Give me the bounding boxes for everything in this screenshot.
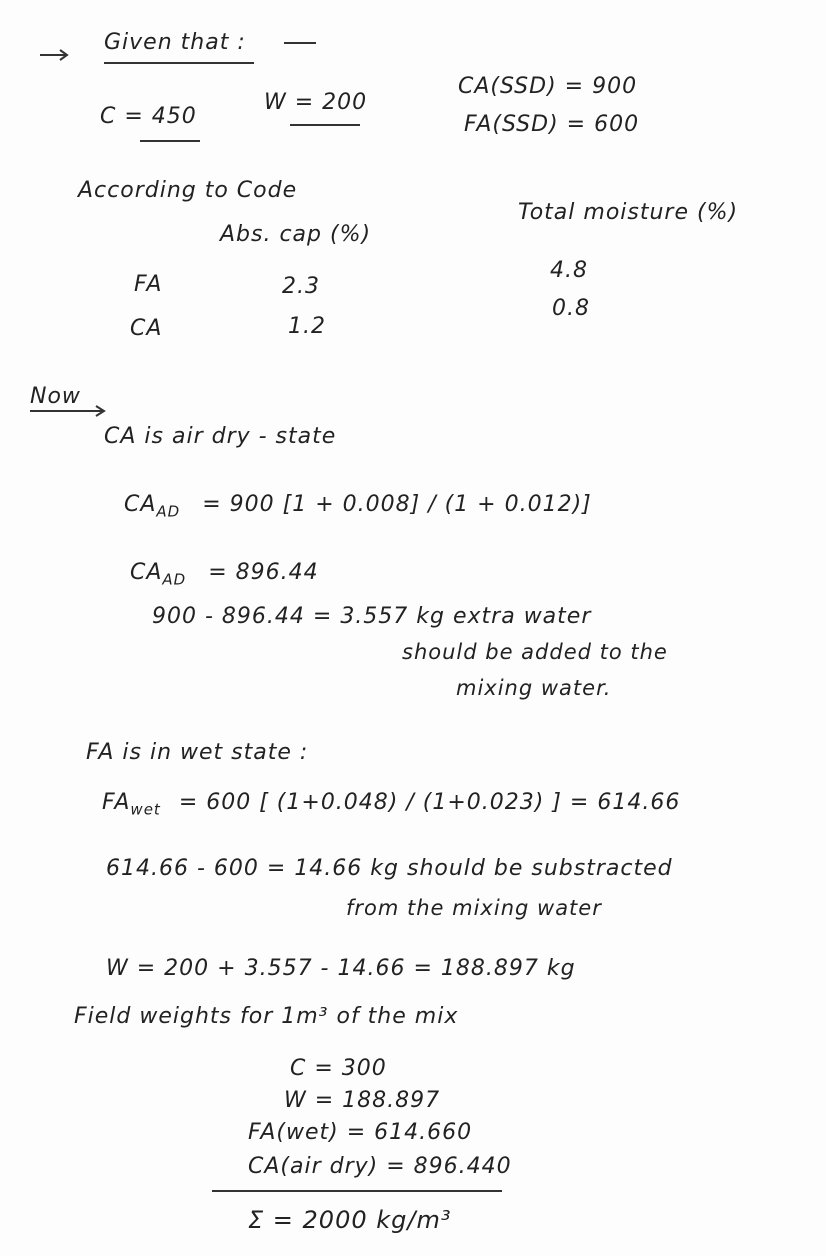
fa-diff-note: from the mixing water [346, 896, 602, 920]
field-heading: Field weights for 1m³ of the mix [74, 1004, 459, 1029]
fa-formula-lhs: FA [102, 790, 131, 815]
given-fa-ssd: FA(SSD) = 600 [464, 112, 640, 137]
row-label-fa: FA [134, 272, 163, 297]
given-ca-ssd: CA(SSD) = 900 [458, 74, 638, 99]
row-abs-fa: 2.3 [282, 274, 320, 299]
water-equation: W = 200 + 3.557 - 14.66 = 188.897 kg [106, 956, 576, 981]
given-heading: Given that : [104, 30, 246, 55]
right-arrow-icon [40, 48, 70, 62]
code-heading: According to Code [78, 178, 298, 203]
field-w: W = 188.897 [284, 1088, 441, 1113]
right-arrow-icon [30, 404, 110, 418]
row-moist-ca: 0.8 [552, 296, 590, 321]
row-moist-fa: 4.8 [550, 258, 588, 283]
col-abs-cap: Abs. cap (%) [220, 222, 372, 247]
ca-diff-note-2: mixing water. [456, 676, 612, 700]
underline [104, 62, 254, 64]
ca-result-lhs: CA [130, 560, 163, 585]
ca-state: CA is air dry - state [104, 424, 337, 449]
right-arrow-icon [284, 38, 320, 52]
fa-diff: 614.66 - 600 = 14.66 kg should be substracted [106, 856, 673, 881]
row-label-ca: CA [130, 316, 163, 341]
underline [140, 140, 200, 142]
ca-diff-note-1: should be added to the [402, 640, 668, 664]
field-fa: FA(wet) = 614.660 [248, 1120, 473, 1145]
fa-formula-sub: wet [130, 800, 161, 819]
ca-result-rhs: = 896.44 [208, 560, 319, 585]
field-c: C = 300 [290, 1056, 387, 1081]
field-total: Σ = 2000 kg/m³ [248, 1206, 452, 1234]
ca-result [130, 560, 319, 588]
ca-formula-lhs: CA [124, 492, 157, 517]
col-total-moisture: Total moisture (%) [518, 200, 739, 225]
given-c: C = 450 [100, 104, 197, 129]
fa-formula [102, 790, 680, 818]
ca-diff: 900 - 896.44 = 3.557 kg extra water [152, 604, 592, 629]
ca-result-sub: AD [162, 570, 187, 589]
ca-formula-rhs: = 900 [1 + 0.008] / (1 + 0.012)] [202, 492, 592, 517]
given-w: W = 200 [264, 90, 368, 115]
sum-divider-line [212, 1190, 502, 1192]
now-label: Now [30, 384, 81, 409]
field-ca: CA(air dry) = 896.440 [248, 1154, 512, 1179]
fa-formula-rhs: = 600 [ (1+0.048) / (1+0.023) ] = 614.66 [178, 790, 681, 815]
ca-formula [124, 492, 592, 520]
fa-state: FA is in wet state : [86, 740, 309, 765]
row-abs-ca: 1.2 [288, 314, 326, 339]
ca-formula-sub: AD [156, 502, 181, 521]
underline [290, 124, 360, 126]
